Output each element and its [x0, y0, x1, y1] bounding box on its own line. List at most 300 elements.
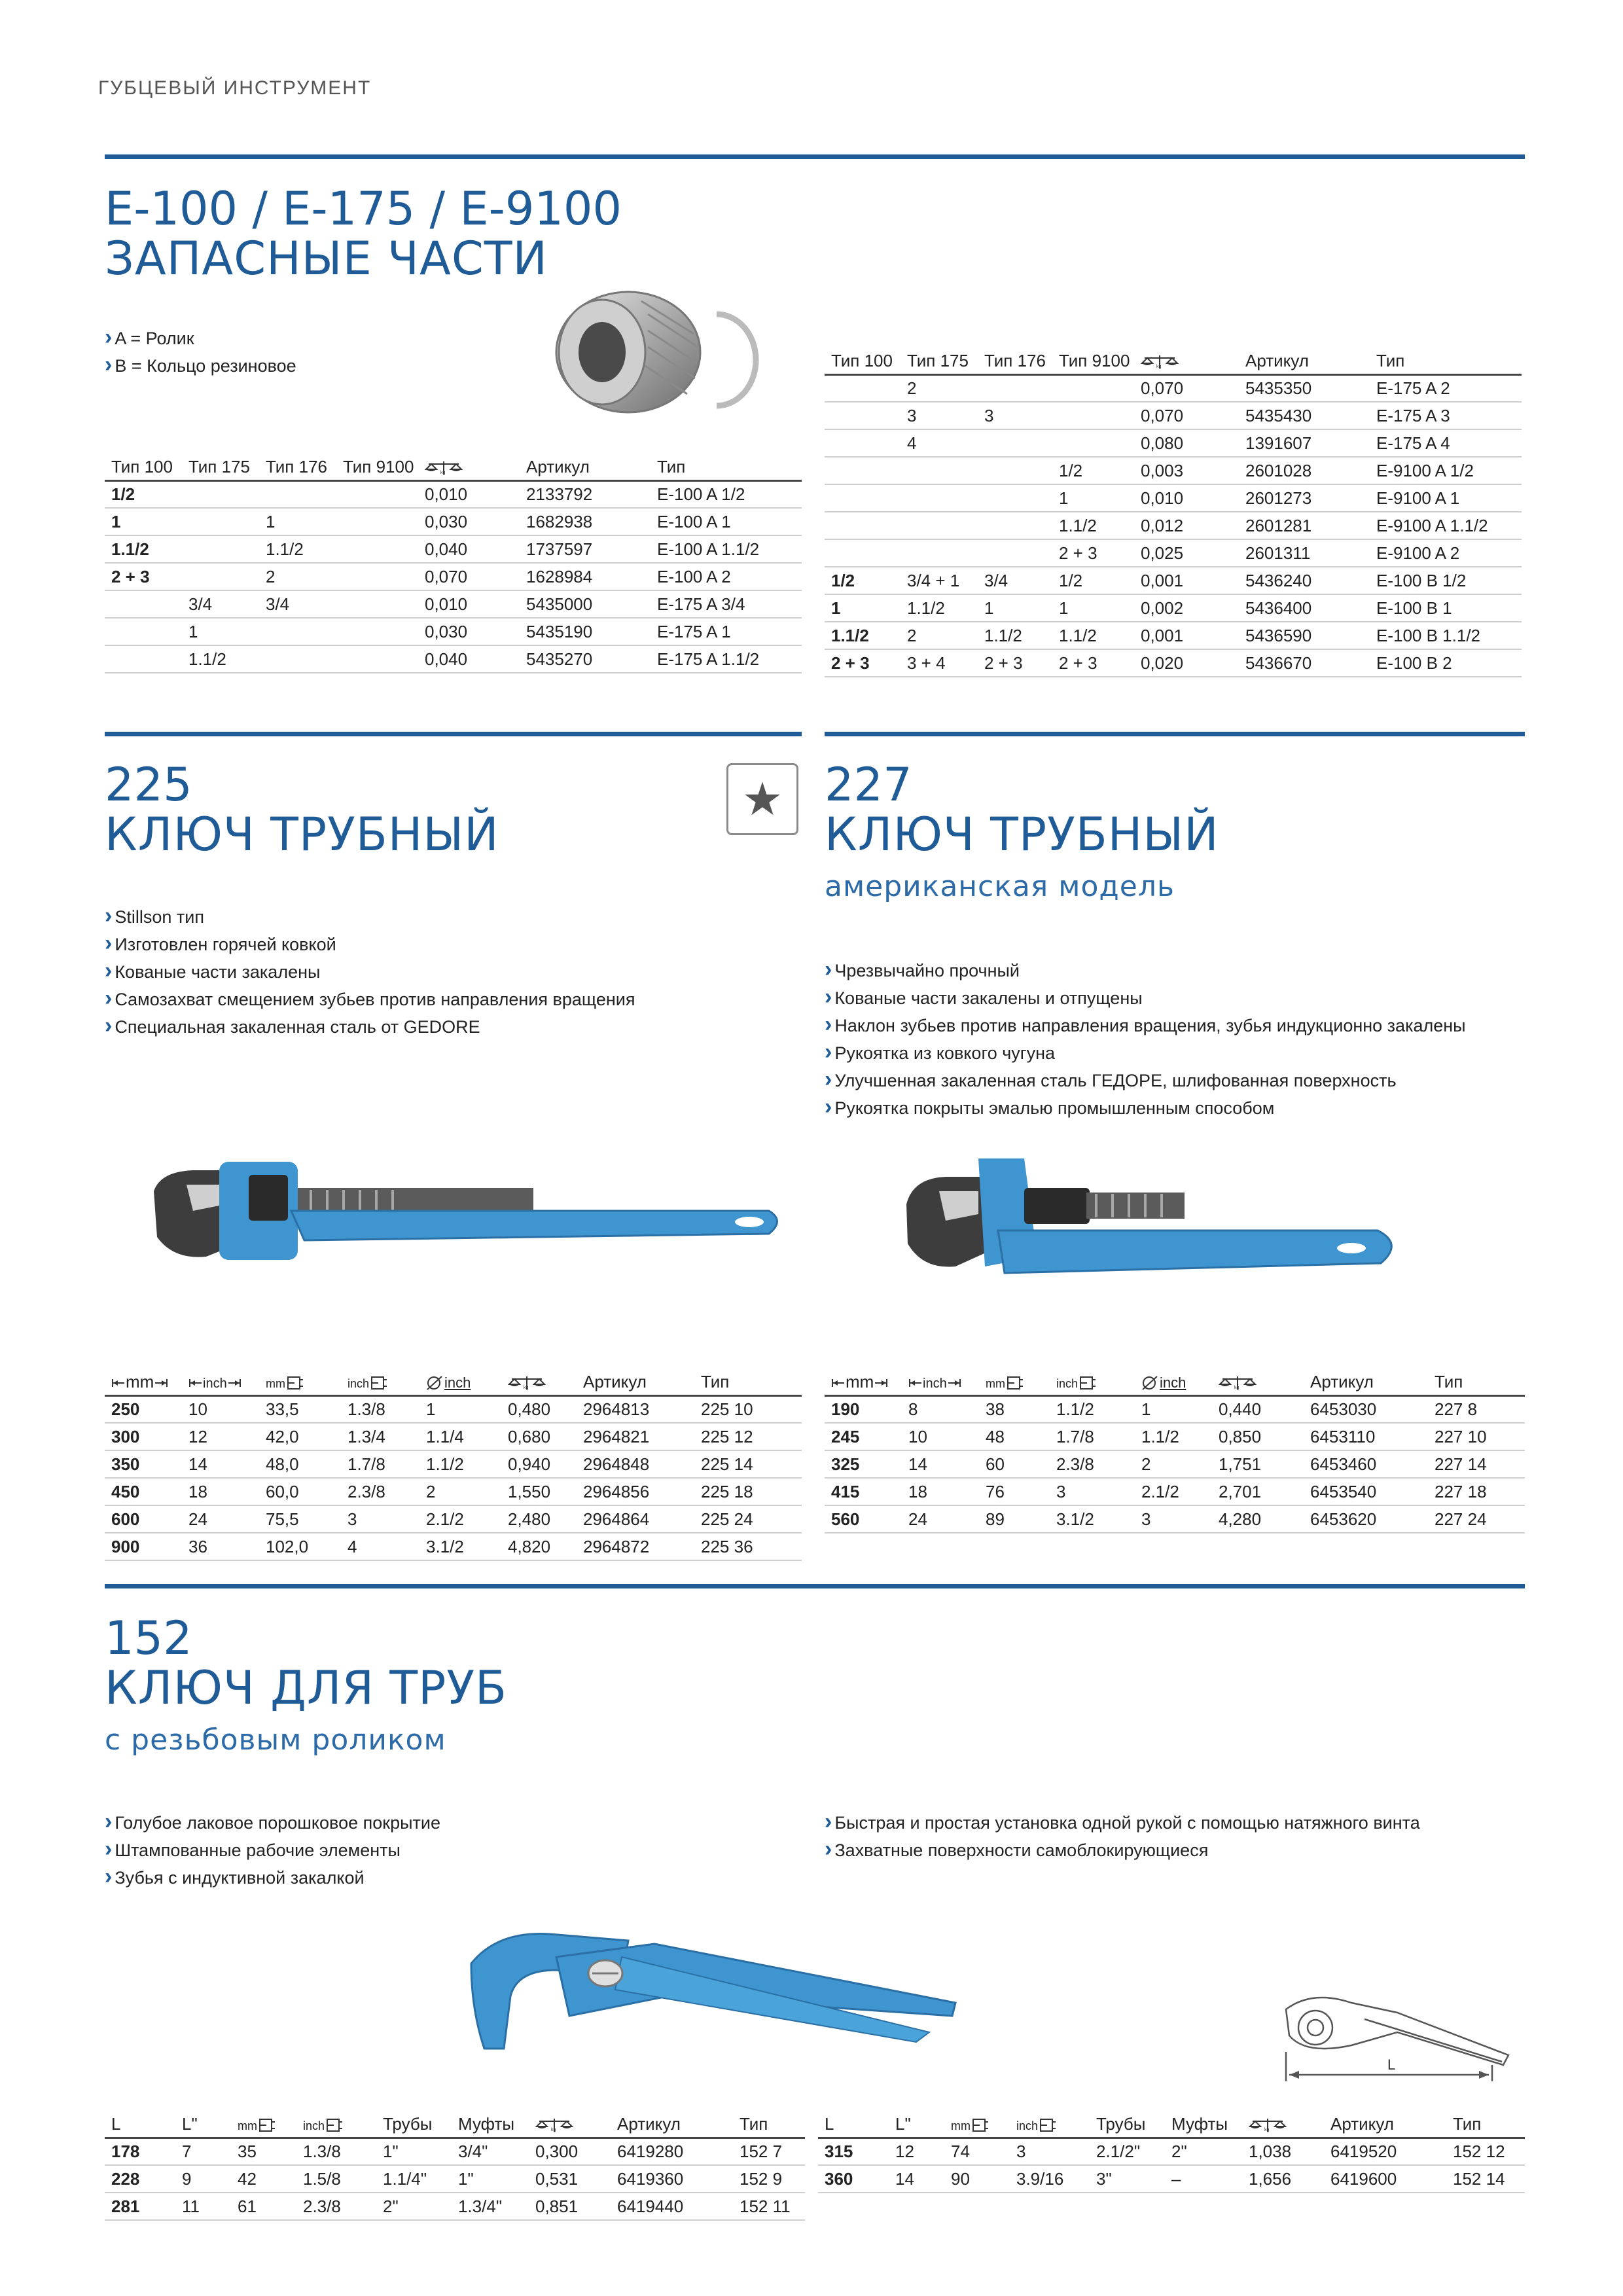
bullet-arrow-icon: › — [825, 1094, 832, 1119]
table-cell: E-175 A 4 — [1370, 429, 1522, 457]
column-header-text: mm — [986, 1376, 1005, 1390]
table-cell: 5435350 — [1239, 374, 1370, 402]
table-row — [105, 2165, 805, 2193]
column-header — [1446, 2109, 1525, 2138]
feature-text: Кованые части закалены и отпущены — [834, 988, 1143, 1008]
feature-text: Самозахват смещением зубьев против направления вращения — [115, 990, 635, 1009]
table-cell: – — [1165, 2165, 1242, 2193]
feature-item — [825, 1066, 1466, 1093]
svg-text:kg: kg — [1264, 2127, 1270, 2132]
table-cell: 1.1/2 — [259, 535, 336, 563]
column-header — [944, 2109, 1010, 2138]
table-cell: 6453110 — [1304, 1423, 1428, 1450]
feature-text: B = Кольцо резиновое — [115, 356, 296, 376]
table-cell — [336, 535, 418, 563]
column-header — [1052, 346, 1134, 374]
table-cell: 2.1/2 — [419, 1505, 501, 1533]
table-cell: 1.1/2 — [182, 645, 259, 673]
column-header — [978, 346, 1052, 374]
table-cell — [978, 374, 1052, 402]
table-cell — [825, 402, 901, 429]
table-cell: 227 18 — [1428, 1478, 1525, 1505]
table-row — [825, 374, 1522, 402]
table-cell: 24 — [182, 1505, 259, 1533]
length-range-end-icon — [874, 1378, 888, 1388]
table-cell: 1.1/2 — [105, 535, 182, 563]
table-cell: 24 — [902, 1505, 979, 1533]
table-cell: E-9100 A 1/2 — [1370, 457, 1522, 484]
table-cell — [978, 429, 1052, 457]
table-cell: 225 14 — [694, 1450, 802, 1478]
table-cell — [978, 457, 1052, 484]
table-cell: 1 — [182, 618, 259, 645]
table-cell — [336, 618, 418, 645]
table-cell: E-100 B 1.1/2 — [1370, 622, 1522, 649]
section-rule — [105, 732, 802, 736]
pipe-diameter-icon — [1141, 1375, 1160, 1391]
length-range-icon — [111, 1378, 126, 1388]
table-cell: 1628984 — [520, 563, 651, 590]
spare-parts-table-left — [105, 452, 802, 673]
column-header — [529, 2109, 611, 2138]
feature-item — [105, 1012, 635, 1039]
column-header — [182, 1367, 259, 1395]
table-row — [825, 1505, 1525, 1533]
table-cell: 0,531 — [529, 2165, 611, 2193]
table-cell: 2601273 — [1239, 484, 1370, 512]
table-cell: 4 — [341, 1533, 419, 1560]
table-cell: 0,003 — [1134, 457, 1239, 484]
table-cell: 2601028 — [1239, 457, 1370, 484]
table-cell: 152 7 — [733, 2138, 805, 2165]
table-cell: E-100 B 1/2 — [1370, 567, 1522, 594]
table-cell: 1.3/4" — [452, 2193, 529, 2220]
table-cell: 0,850 — [1212, 1423, 1304, 1450]
table-row — [105, 1478, 802, 1505]
column-header — [1370, 346, 1522, 374]
table-cell: 1.1/4 — [419, 1423, 501, 1450]
table-cell: 245 — [825, 1423, 902, 1450]
table-cell: 4,820 — [501, 1533, 577, 1560]
feature-item — [105, 902, 635, 929]
svg-text:kg: kg — [551, 2127, 556, 2132]
table-cell — [336, 590, 418, 618]
table-row — [105, 563, 802, 590]
table-cell: E-100 A 2 — [651, 563, 802, 590]
table-cell: 42 — [231, 2165, 296, 2193]
table-cell: 3/4 — [259, 590, 336, 618]
table-cell: 102,0 — [259, 1533, 341, 1560]
jaw-opening-icon — [285, 1375, 304, 1391]
table-row — [825, 539, 1522, 567]
table-cell — [825, 539, 901, 567]
table-cell: 1737597 — [520, 535, 651, 563]
bullet-arrow-icon: › — [825, 1809, 832, 1834]
feature-item — [825, 1808, 1420, 1835]
feature-item — [825, 1093, 1466, 1121]
section-e100-title — [105, 182, 622, 285]
feature-text: A = Ролик — [115, 329, 194, 348]
column-header — [105, 1367, 182, 1395]
table-cell: 14 — [889, 2165, 944, 2193]
table-cell: 6419440 — [611, 2193, 733, 2220]
table-cell: 2 + 3 — [978, 649, 1052, 677]
table-cell: 6419360 — [611, 2165, 733, 2193]
column-header-text: mm — [846, 1371, 874, 1391]
table-cell: 0,020 — [1134, 649, 1239, 677]
column-header — [825, 346, 901, 374]
table-cell: 600 — [105, 1505, 182, 1533]
pipe-diameter-icon — [426, 1375, 444, 1391]
star-icon: ★ — [726, 763, 798, 835]
column-header-text: Тип — [657, 456, 686, 476]
table-cell — [182, 480, 259, 508]
feature-item — [105, 1835, 440, 1863]
table-row — [105, 1395, 802, 1423]
table-cell: 6419280 — [611, 2138, 733, 2165]
section-152-features-right — [825, 1808, 1420, 1863]
table-cell: 560 — [825, 1505, 902, 1533]
column-header — [336, 452, 418, 480]
table-row — [105, 2193, 805, 2220]
column-header — [1239, 346, 1370, 374]
section-227-number: 227 — [825, 758, 912, 812]
table-cell: 5435000 — [520, 590, 651, 618]
pipe-key-152-image — [458, 1918, 969, 2055]
table-cell: 0,070 — [1134, 374, 1239, 402]
section-152-subtitle: с резьбовым роликом — [105, 1723, 446, 1757]
table-cell: 5436240 — [1239, 567, 1370, 594]
column-header — [611, 2109, 733, 2138]
table-cell: 75,5 — [259, 1505, 341, 1533]
length-range-end-icon — [947, 1378, 961, 1388]
column-header-text: Артикул — [526, 456, 590, 476]
weight-scale-icon — [425, 460, 463, 476]
table-cell: 2964856 — [577, 1478, 694, 1505]
table-cell: 2,701 — [1212, 1478, 1304, 1505]
table-cell: 2 + 3 — [105, 563, 182, 590]
table-cell: 0,002 — [1134, 594, 1239, 622]
table-row — [825, 429, 1522, 457]
section-225-name: КЛЮЧ ТРУБНЫЙ — [105, 807, 499, 861]
table-cell: E-175 A 3/4 — [651, 590, 802, 618]
table-cell: 315 — [818, 2138, 889, 2165]
section-152-name: КЛЮЧ ДЛЯ ТРУБ — [105, 1660, 508, 1715]
table-cell: E-175 A 1.1/2 — [651, 645, 802, 673]
column-header-text: inch — [1056, 1376, 1079, 1390]
column-header-text: mm — [266, 1376, 285, 1390]
pipe-wrench-225-table — [105, 1367, 802, 1561]
column-header — [901, 346, 978, 374]
column-header — [1212, 1367, 1304, 1395]
column-header — [889, 2109, 944, 2138]
column-header — [376, 2109, 452, 2138]
weight-scale-icon — [1249, 2117, 1287, 2133]
table-cell: 0,440 — [1212, 1395, 1304, 1423]
table-cell: 0,001 — [1134, 567, 1239, 594]
table-cell: 1" — [452, 2165, 529, 2193]
column-header — [341, 1367, 419, 1395]
column-header-text: inch — [444, 1374, 471, 1391]
column-header-text: inch — [348, 1376, 370, 1390]
column-header-text: Артикул — [1330, 2113, 1394, 2134]
table-row — [105, 480, 802, 508]
feature-text: Голубое лаковое порошковое покрытие — [115, 1813, 440, 1833]
column-header-text: Тип — [1435, 1371, 1463, 1391]
table-cell: 12 — [889, 2138, 944, 2165]
table-cell: 360 — [818, 2165, 889, 2193]
bullet-arrow-icon: › — [105, 958, 113, 983]
section-225-number: 225 — [105, 758, 192, 812]
table-cell: 48,0 — [259, 1450, 341, 1478]
table-cell: 9 — [175, 2165, 231, 2193]
feature-text: Кованые части закалены — [115, 962, 321, 982]
jaw-opening-icon — [325, 2117, 343, 2133]
column-header — [418, 452, 520, 480]
table-cell — [182, 563, 259, 590]
column-header — [577, 1367, 694, 1395]
column-header — [259, 1367, 341, 1395]
feature-item — [105, 1808, 440, 1835]
table-cell: 1 — [105, 508, 182, 535]
table-cell: 2.1/2 — [1135, 1478, 1212, 1505]
table-cell: E-100 A 1 — [651, 508, 802, 535]
table-cell: 60 — [979, 1450, 1050, 1478]
table-cell: 18 — [182, 1478, 259, 1505]
bullet-arrow-icon: › — [105, 1864, 113, 1889]
column-header — [1135, 1367, 1212, 1395]
table-cell: 1391607 — [1239, 429, 1370, 457]
section-227-title — [825, 758, 1219, 904]
table-cell: 1 — [1052, 594, 1134, 622]
feature-text: Зубья с индуктивной закалкой — [115, 1868, 365, 1888]
table-cell: 0,040 — [418, 535, 520, 563]
table-cell: 281 — [105, 2193, 175, 2220]
table-row — [825, 1450, 1525, 1478]
table-row — [825, 594, 1522, 622]
table-cell — [259, 618, 336, 645]
table-cell — [259, 480, 336, 508]
column-header — [259, 452, 336, 480]
table-cell: 0,010 — [1134, 484, 1239, 512]
table-cell: 2964813 — [577, 1395, 694, 1423]
table-cell: E-175 A 3 — [1370, 402, 1522, 429]
column-header-text: Тип 100 — [111, 456, 173, 476]
column-header-text: Артикул — [1310, 1371, 1374, 1391]
column-header-text: inch — [203, 1376, 227, 1391]
column-header — [1242, 2109, 1324, 2138]
table-cell: 3.1/2 — [419, 1533, 501, 1560]
table-cell: 6453540 — [1304, 1478, 1428, 1505]
table-cell: 0,030 — [418, 618, 520, 645]
table-cell — [901, 457, 978, 484]
table-cell: 225 18 — [694, 1478, 802, 1505]
table-cell: 2.3/8 — [296, 2193, 376, 2220]
table-cell: 1" — [376, 2138, 452, 2165]
column-header-text: L — [825, 2113, 834, 2134]
table-cell: E-100 B 2 — [1370, 649, 1522, 677]
page-header-label: ГУБЦЕВЫЙ ИНСТРУМЕНТ — [98, 77, 372, 99]
column-header-text: Тип 176 — [266, 456, 327, 476]
section-152-features-left — [105, 1808, 440, 1890]
feature-text: Изготовлен горячей ковкой — [115, 935, 336, 954]
table-row — [825, 622, 1522, 649]
table-cell: 178 — [105, 2138, 175, 2165]
table-cell: 6419600 — [1324, 2165, 1446, 2193]
column-header — [694, 1367, 802, 1395]
column-header — [825, 1367, 902, 1395]
pipe-key-152-dimension-diagram — [1260, 1983, 1522, 2088]
table-cell: 1.1/2 — [825, 622, 901, 649]
column-header-text: Тип — [1453, 2113, 1482, 2134]
section-227-subtitle: американская модель — [825, 870, 1175, 904]
table-cell — [182, 508, 259, 535]
column-header — [1304, 1367, 1428, 1395]
table-cell — [901, 512, 978, 539]
table-cell — [336, 563, 418, 590]
table-cell: 1.7/8 — [1050, 1423, 1135, 1450]
table-cell: 250 — [105, 1395, 182, 1423]
column-header — [818, 2109, 889, 2138]
column-header — [1134, 346, 1239, 374]
jaw-opening-icon — [1005, 1375, 1024, 1391]
table-cell: 0,480 — [501, 1395, 577, 1423]
table-cell: 7 — [175, 2138, 231, 2165]
column-header-text: inch — [923, 1376, 947, 1391]
table-cell — [1052, 429, 1134, 457]
table-cell — [336, 480, 418, 508]
svg-text:kg: kg — [440, 470, 446, 475]
table-cell: 1.3/4 — [341, 1423, 419, 1450]
column-header — [419, 1367, 501, 1395]
bullet-arrow-icon: › — [825, 984, 832, 1009]
table-cell: 2 + 3 — [1052, 539, 1134, 567]
table-cell: 3.1/2 — [1050, 1505, 1135, 1533]
table-cell: 1.3/8 — [296, 2138, 376, 2165]
table-cell: 0,940 — [501, 1450, 577, 1478]
table-row — [105, 1505, 802, 1533]
bullet-arrow-icon: › — [105, 1837, 113, 1861]
length-range-icon — [908, 1378, 923, 1388]
table-cell: 450 — [105, 1478, 182, 1505]
bullet-arrow-icon: › — [825, 1039, 832, 1064]
table-cell: 225 36 — [694, 1533, 802, 1560]
jaw-opening-icon — [971, 2117, 989, 2133]
feature-text: Рукоятка из ковкого чугуна — [834, 1043, 1056, 1063]
section-rule — [105, 154, 1525, 159]
table-cell: 2964848 — [577, 1450, 694, 1478]
table-row — [825, 1423, 1525, 1450]
table-cell: 2 — [1135, 1450, 1212, 1478]
table-cell: 76 — [979, 1478, 1050, 1505]
table-cell: 2 — [259, 563, 336, 590]
bullet-arrow-icon: › — [105, 325, 113, 350]
table-cell: 3 — [1135, 1505, 1212, 1533]
column-header-text: Муфты — [1171, 2113, 1228, 2134]
table-cell: 12 — [182, 1423, 259, 1450]
section-e100-title-line1: E-100 / E-175 / E-9100 — [105, 182, 622, 236]
table-cell: 2 — [901, 374, 978, 402]
column-header — [1165, 2109, 1242, 2138]
table-cell: 89 — [979, 1505, 1050, 1533]
table-cell: 6453460 — [1304, 1450, 1428, 1478]
column-header-text: Тип — [740, 2113, 768, 2134]
table-cell: 1.7/8 — [341, 1450, 419, 1478]
table-cell: 2601311 — [1239, 539, 1370, 567]
table-row — [105, 1423, 802, 1450]
feature-item — [825, 983, 1466, 1011]
pipe-key-152-table-right — [818, 2109, 1525, 2193]
feature-text: Рукоятка покрыты эмалью промышленным способом — [834, 1098, 1275, 1118]
svg-text:kg: kg — [524, 1385, 529, 1390]
column-header — [1324, 2109, 1446, 2138]
table-cell: 11 — [175, 2193, 231, 2220]
section-227-name: КЛЮЧ ТРУБНЫЙ — [825, 807, 1219, 861]
column-header-text: Тип 100 — [831, 350, 893, 370]
table-cell: E-9100 A 1 — [1370, 484, 1522, 512]
table-cell: E-175 A 2 — [1370, 374, 1522, 402]
table-cell: 350 — [105, 1450, 182, 1478]
table-cell: 1 — [259, 508, 336, 535]
table-cell: 1.1/2 — [1135, 1423, 1212, 1450]
column-header-text: mm — [126, 1371, 154, 1391]
weight-scale-icon — [508, 1375, 546, 1391]
table-cell: 2133792 — [520, 480, 651, 508]
table-cell — [901, 539, 978, 567]
table-cell: 3 — [978, 402, 1052, 429]
table-cell — [978, 539, 1052, 567]
table-row — [818, 2165, 1525, 2193]
table-row — [105, 645, 802, 673]
feature-item — [105, 957, 635, 984]
feature-item — [105, 984, 635, 1012]
table-row — [825, 402, 1522, 429]
feature-item — [825, 1038, 1466, 1066]
feature-text: Чрезвычайно прочный — [834, 961, 1020, 980]
column-header — [182, 452, 259, 480]
table-cell: 227 8 — [1428, 1395, 1525, 1423]
table-cell: 3/4 — [978, 567, 1052, 594]
table-cell — [1052, 402, 1134, 429]
column-header-text: Тип 9100 — [343, 456, 414, 476]
feature-text: Улучшенная закаленная сталь ГЕДОРЕ, шлифованная поверхность — [834, 1071, 1397, 1090]
table-cell: 2964872 — [577, 1533, 694, 1560]
svg-text:kg: kg — [1234, 1385, 1240, 1390]
feature-item — [105, 323, 296, 351]
pipe-key-152-table-left — [105, 2109, 805, 2221]
column-header — [296, 2109, 376, 2138]
table-cell: 190 — [825, 1395, 902, 1423]
table-cell — [105, 590, 182, 618]
table-cell: 1 — [1052, 484, 1134, 512]
weight-scale-icon — [1219, 1375, 1257, 1391]
table-row — [825, 1478, 1525, 1505]
table-cell: 3 + 4 — [901, 649, 978, 677]
table-cell: 1.3/8 — [341, 1395, 419, 1423]
column-header-text: Тип 176 — [984, 350, 1046, 370]
pipe-wrench-227-image — [893, 1152, 1410, 1296]
table-cell: 4 — [901, 429, 978, 457]
table-row — [825, 567, 1522, 594]
table-row — [105, 590, 802, 618]
table-cell: 10 — [182, 1395, 259, 1423]
table-cell: E-100 B 1 — [1370, 594, 1522, 622]
table-cell: 1 — [419, 1395, 501, 1423]
column-header — [1050, 1367, 1135, 1395]
column-header-text: mm — [951, 2119, 971, 2132]
table-cell: 14 — [902, 1450, 979, 1478]
feature-text: Специальная закаленная сталь от GEDORE — [115, 1017, 480, 1037]
